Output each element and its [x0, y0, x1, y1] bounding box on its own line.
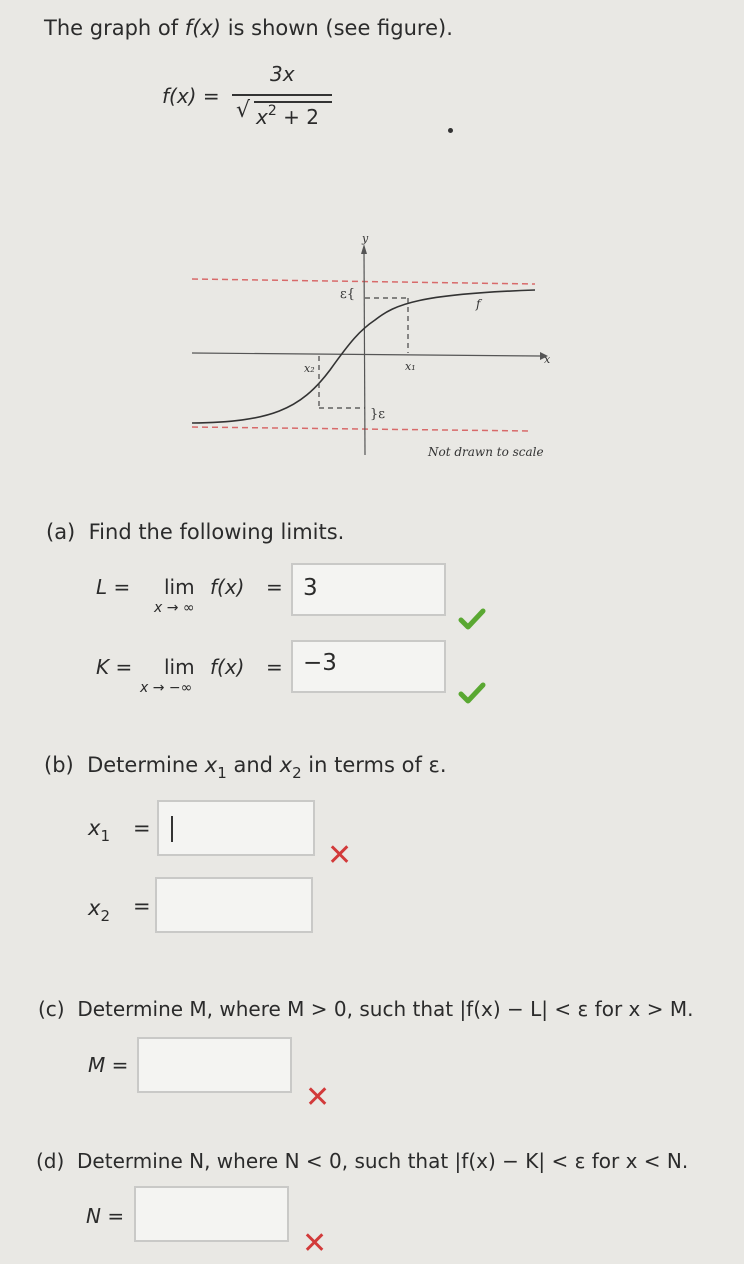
part-b-label: (b) — [44, 753, 74, 777]
x2-label — [88, 896, 110, 925]
x2-label-sub: 2 — [100, 907, 110, 925]
part-b-x1-sub: 1 — [217, 764, 227, 782]
L-answer: 3 — [303, 575, 318, 601]
radicand-exp: 2 — [267, 103, 277, 119]
x1-cross-icon: ✕ — [327, 838, 353, 873]
part-b-x1-var: x — [204, 753, 218, 777]
formula-numerator: 3x — [270, 62, 295, 86]
N-answer-box[interactable] — [134, 1186, 289, 1242]
intro-func: f(x) — [184, 16, 222, 40]
sqrt-sign: √ — [236, 98, 251, 123]
x1-label-var: x — [88, 816, 101, 840]
intro-text — [44, 16, 453, 40]
stray-dot — [448, 128, 453, 133]
part-b-pre: Determine — [87, 753, 205, 777]
fraction-bar — [232, 94, 332, 96]
intro-prefix: The graph of — [44, 16, 185, 40]
M-var: M = — [88, 1053, 129, 1077]
N-cross-icon: ✕ — [302, 1226, 328, 1261]
part-b-x2-var: x — [279, 753, 293, 777]
x2-answer-box[interactable] — [155, 877, 313, 933]
lower-asymptote — [192, 427, 530, 431]
x1-label-sub: 1 — [100, 827, 110, 845]
L-eq: = — [266, 575, 283, 599]
K-answer: −3 — [303, 650, 337, 676]
K-lim: lim — [164, 655, 195, 679]
L-fx: f(x) — [210, 575, 245, 599]
part-d-label: (d) — [36, 1149, 65, 1173]
part-c-header — [38, 997, 693, 1021]
N-var: N = — [86, 1204, 125, 1228]
L-answer-box[interactable] — [291, 563, 446, 616]
radicand-base: x — [256, 105, 268, 129]
label-eps-top: ε{ — [340, 287, 356, 302]
part-a-text: Find the following limits. — [88, 520, 345, 544]
part-b-post: in terms of ε. — [301, 753, 447, 777]
L-check-icon — [458, 608, 486, 630]
formula — [162, 62, 362, 132]
L-lim-sub: x → ∞ — [154, 600, 195, 616]
x1-text-cursor — [171, 816, 173, 842]
formula-radicand — [256, 103, 319, 129]
curve-f — [192, 290, 535, 423]
label-x1: x₁ — [405, 360, 416, 373]
part-d-header — [36, 1149, 688, 1173]
intro-suffix: is shown (see figure). — [221, 16, 453, 40]
K-eq: = — [266, 655, 283, 679]
part-c-text: Determine M, where M > 0, such that |f(x) − L| < ε for x > M. — [77, 997, 694, 1021]
part-d-text: Determine N, where N < 0, such that |f(x) − K| < ε for x < N. — [77, 1149, 689, 1173]
K-var: K = — [96, 655, 133, 679]
x2-label-var: x — [88, 896, 101, 920]
K-lim-sub: x → −∞ — [140, 680, 193, 696]
x1-answer-box[interactable] — [157, 800, 315, 856]
x1-eq: = — [133, 816, 151, 840]
part-b-header — [44, 753, 447, 782]
y-axis — [364, 250, 365, 455]
M-cross-icon: ✕ — [305, 1080, 331, 1115]
part-c-label: (c) — [38, 997, 65, 1021]
K-check-icon — [458, 682, 486, 704]
part-b-x2-sub: 2 — [292, 764, 302, 782]
upper-asymptote — [192, 279, 535, 284]
figure-graph — [180, 220, 560, 470]
part-a-header — [46, 520, 344, 544]
L-lim: lim — [164, 575, 195, 599]
x2-eq: = — [133, 894, 151, 918]
y-axis-arrow — [361, 244, 367, 254]
label-x2: x₂ — [304, 362, 315, 375]
L-var: L = — [96, 575, 131, 599]
x-axis — [192, 353, 540, 356]
figure-caption: Not drawn to scale — [428, 445, 544, 459]
part-a-label: (a) — [46, 520, 76, 544]
part-b-and: and — [226, 753, 280, 777]
label-y: y — [362, 232, 369, 245]
radicand-tail: + 2 — [276, 105, 319, 129]
label-x: x — [544, 353, 551, 366]
x1-label — [88, 816, 110, 845]
K-answer-box[interactable] — [291, 640, 446, 693]
K-fx: f(x) — [210, 655, 245, 679]
label-f: f — [476, 297, 481, 311]
formula-lhs: f(x) = — [162, 84, 220, 108]
M-answer-box[interactable] — [137, 1037, 292, 1093]
label-eps-bottom: }ε — [370, 407, 386, 422]
